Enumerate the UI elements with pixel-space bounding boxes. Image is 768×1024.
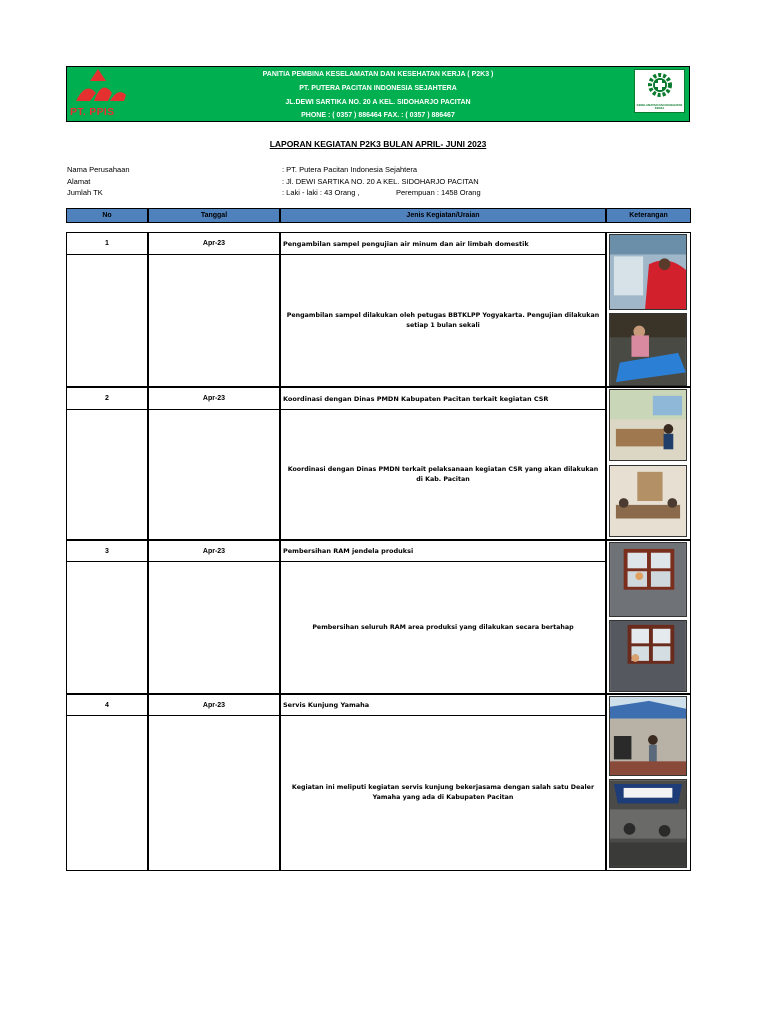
row-3-date: Apr-23 bbox=[148, 540, 280, 562]
row-3-photo-1 bbox=[609, 542, 687, 617]
row-1-title: Pengambilan sampel pengujian air minum dan air limbah domestik bbox=[280, 232, 606, 255]
row-1-no-cont bbox=[66, 254, 148, 387]
company-value: : PT. Putera Pacitan Indonesia Sejahtera bbox=[282, 165, 418, 174]
row-3-photo-2 bbox=[609, 620, 687, 692]
company-label: Nama Perusahaan bbox=[67, 165, 130, 174]
k3-gear-icon bbox=[647, 72, 673, 98]
row-4-no-cont bbox=[66, 715, 148, 871]
k3-badge bbox=[634, 69, 685, 113]
row-2-photo-1 bbox=[609, 389, 687, 461]
workers-male: : Laki - laki : 43 Orang , bbox=[282, 188, 360, 197]
row-1-photo-1 bbox=[609, 234, 687, 310]
address-value: : Jl. DEWI SARTIKA NO. 20 A KEL. SIDOHARJO PACITAN bbox=[282, 177, 479, 186]
row-2-date: Apr-23 bbox=[148, 387, 280, 410]
row-4-no: 4 bbox=[66, 694, 148, 716]
row-2-photo-2 bbox=[609, 465, 687, 537]
row-1-photo-2 bbox=[609, 313, 687, 386]
row-2-description: Koordinasi dengan Dinas PMDN terkait pelaksanaan kegiatan CSR yang akan dilakukan di Kab. Pacitan bbox=[280, 409, 606, 540]
header-line-committee: PANITIA PEMBINA KESELAMATAN DAN KESEHATAN KERJA ( P2K3 ) bbox=[262, 71, 494, 78]
row-4-photo-2 bbox=[609, 779, 687, 868]
header-line-address: JL.DEWI SARTIKA NO. 20 A KEL. SIDOHARJO PACITAN bbox=[285, 99, 471, 106]
row-1-date-cont bbox=[148, 254, 280, 387]
workers-label: Jumlah TK bbox=[67, 188, 103, 197]
row-1-no: 1 bbox=[66, 232, 148, 255]
row-3-title: Pembersihan RAM jendela produksi bbox=[280, 540, 606, 562]
report-title: LAPORAN KEGIATAN P2K3 BULAN APRIL- JUNI 2023 bbox=[269, 139, 487, 149]
header-line-phone: PHONE : ( 0357 ) 886464 FAX. : ( 0357 ) 886467 bbox=[301, 112, 455, 119]
row-2-no: 2 bbox=[66, 387, 148, 410]
row-2-title: Koordinasi dengan Dinas PMDN Kabupaten Pacitan terkait kegiatan CSR bbox=[280, 387, 606, 410]
row-4-title: Servis Kunjung Yamaha bbox=[280, 694, 606, 716]
row-4-date: Apr-23 bbox=[148, 694, 280, 716]
row-1-date: Apr-23 bbox=[148, 232, 280, 255]
header-notes: Keterangan bbox=[606, 208, 691, 223]
header-activity: Jenis Kegiatan/Uraian bbox=[280, 208, 606, 223]
address-label: Alamat bbox=[67, 177, 91, 186]
k3-badge-text: KESELAMATAN DAN KESEHATAN KERJA bbox=[636, 103, 683, 110]
row-4-date-cont bbox=[148, 715, 280, 871]
header-line-company: PT. PUTERA PACITAN INDONESIA SEJAHTERA bbox=[299, 85, 457, 92]
row-3-date-cont bbox=[148, 561, 280, 694]
header-date: Tanggal bbox=[148, 208, 280, 223]
workers-female: Perempuan : 1458 Orang bbox=[396, 188, 481, 197]
row-2-date-cont bbox=[148, 409, 280, 540]
row-4-photo-1 bbox=[609, 696, 687, 776]
row-3-no-cont bbox=[66, 561, 148, 694]
row-3-description: Pembersihan seluruh RAM area produksi yang dilakukan secara bertahap bbox=[280, 561, 606, 694]
logo-text: PT. PPIS bbox=[70, 106, 115, 118]
row-2-no-cont bbox=[66, 409, 148, 540]
row-1-description: Pengambilan sampel dilakukan oleh petugas BBTKLPP Yogyakarta. Pengujian dilakukan setiap 1 bulan sekali bbox=[280, 254, 606, 387]
row-4-description: Kegiatan ini meliputi kegiatan servis kunjung bekerjasama dengan salah satu Dealer Yamaha yang ada di Kabupaten Pacitan bbox=[280, 715, 606, 871]
row-3-no: 3 bbox=[66, 540, 148, 562]
header-no: No bbox=[66, 208, 148, 223]
